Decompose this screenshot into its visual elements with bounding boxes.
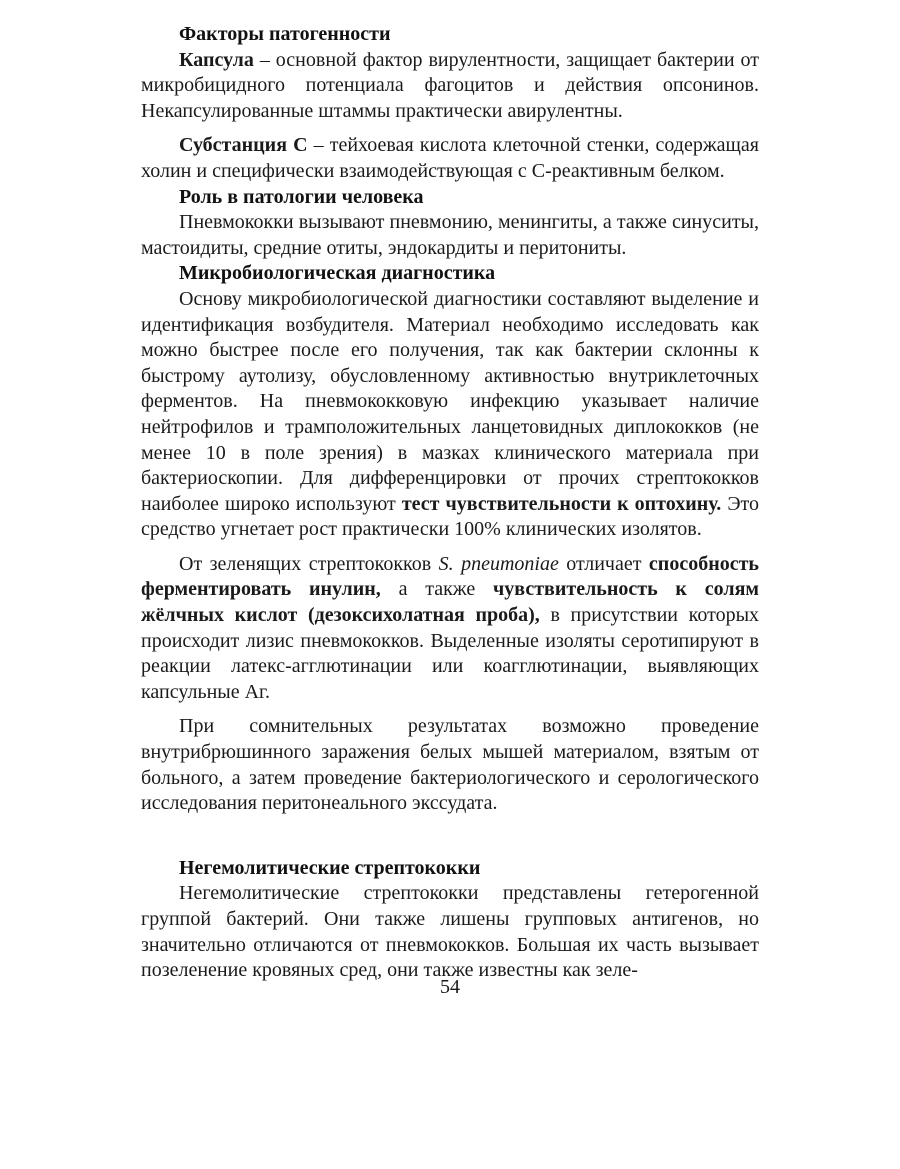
term-substance-c: Субстанция С <box>179 134 308 157</box>
text-diagnostics-2c: а также <box>380 578 494 601</box>
paragraph-capsule <box>141 48 759 125</box>
text-capsule: – основной фактор вирулентности, защищает бактерии от микробицидного потенциала фагоцитов и действия опсонинов. Некапсулированные штаммы практически авирулентны. <box>141 48 759 122</box>
paragraph-diagnostics-3: При сомнительных результатах возможно проведение внутрибрюшинного заражения белых мышей материалом, взятым от больного, а затем проведение бактериологического и серологического исследования перитонеального экссудата. <box>141 715 759 815</box>
term-optochin-test: тест чувствительности к оптохину. <box>401 492 722 515</box>
text-diagnostics-2a: От зеленящих стрептококков <box>179 552 439 575</box>
term-bile-salts: чувствительность к солям жёлчных кислот (дезоксихолатная проба), <box>141 578 760 627</box>
heading-role: Роль в патологии человека <box>179 185 424 208</box>
text-diagnostics-1-tail: Это средство угнетает рост практически 100% клинических изолятов. <box>141 492 759 541</box>
paragraph-diagnostics-1 <box>141 287 759 543</box>
page-number: 54 <box>440 976 460 998</box>
text-diagnostics-2d: в присутствии которых происходит лизис пневмококков. Выделенные изоляты серотипируют в реакции латекс-агглютинации или коагглютинации, выявляющих капсульные Аг. <box>141 604 760 703</box>
species-name: S. pneumoniae <box>438 552 559 575</box>
heading-pathogenicity: Факторы патогенности <box>179 23 391 45</box>
text-substance-c: – тейхоевая кислота клеточной стенки, содержащая холин и специфически взаимодействующая с С-реактивным белком. <box>141 134 759 182</box>
term-capsule: Капсула <box>179 48 254 71</box>
paragraph-substance-c <box>141 133 759 184</box>
paragraph-nonhemolytic: Негемолитические стрептококки представлены гетерогенной группой бактерий. Они также лишены групповых антигенов, но значительно отличаются от пневмококков. Большая их часть вызывает позеленение кровяных сред, они также известны как зеле- <box>141 882 759 982</box>
paragraph-role: Пневмококки вызывают пневмонию, менингиты, а также синуситы, мастоидиты, средние отиты, эндокардиты и перитониты. <box>141 211 759 259</box>
heading-diagnostics: Микробиологическая диагностика <box>179 262 496 285</box>
page-body <box>141 22 759 984</box>
text-diagnostics-1: Основу микробиологической диагностики составляют выделение и идентификация возбудителя. Материал необходимо исследовать как можно быстрее после его получения, так как бактерии склонны к быстрому аутолизу, обусловленному активностью внутриклеточных ферментов. На пневмококковую инфекцию указывает наличие нейтрофилов и трамположительных ланцетовидных диплококков (не менее 10 в поле зрения) в мазках клинического материала при бактериоскопии. Для дифференцировки от прочих стрептококков наиболее широко используют <box>141 287 759 515</box>
heading-nonhemolytic: Негемолитические стрептококки <box>179 856 481 879</box>
term-inulin: способность ферментировать инулин, <box>141 552 759 601</box>
paragraph-diagnostics-2 <box>141 552 759 706</box>
text-diagnostics-2b: отличает <box>558 552 649 575</box>
